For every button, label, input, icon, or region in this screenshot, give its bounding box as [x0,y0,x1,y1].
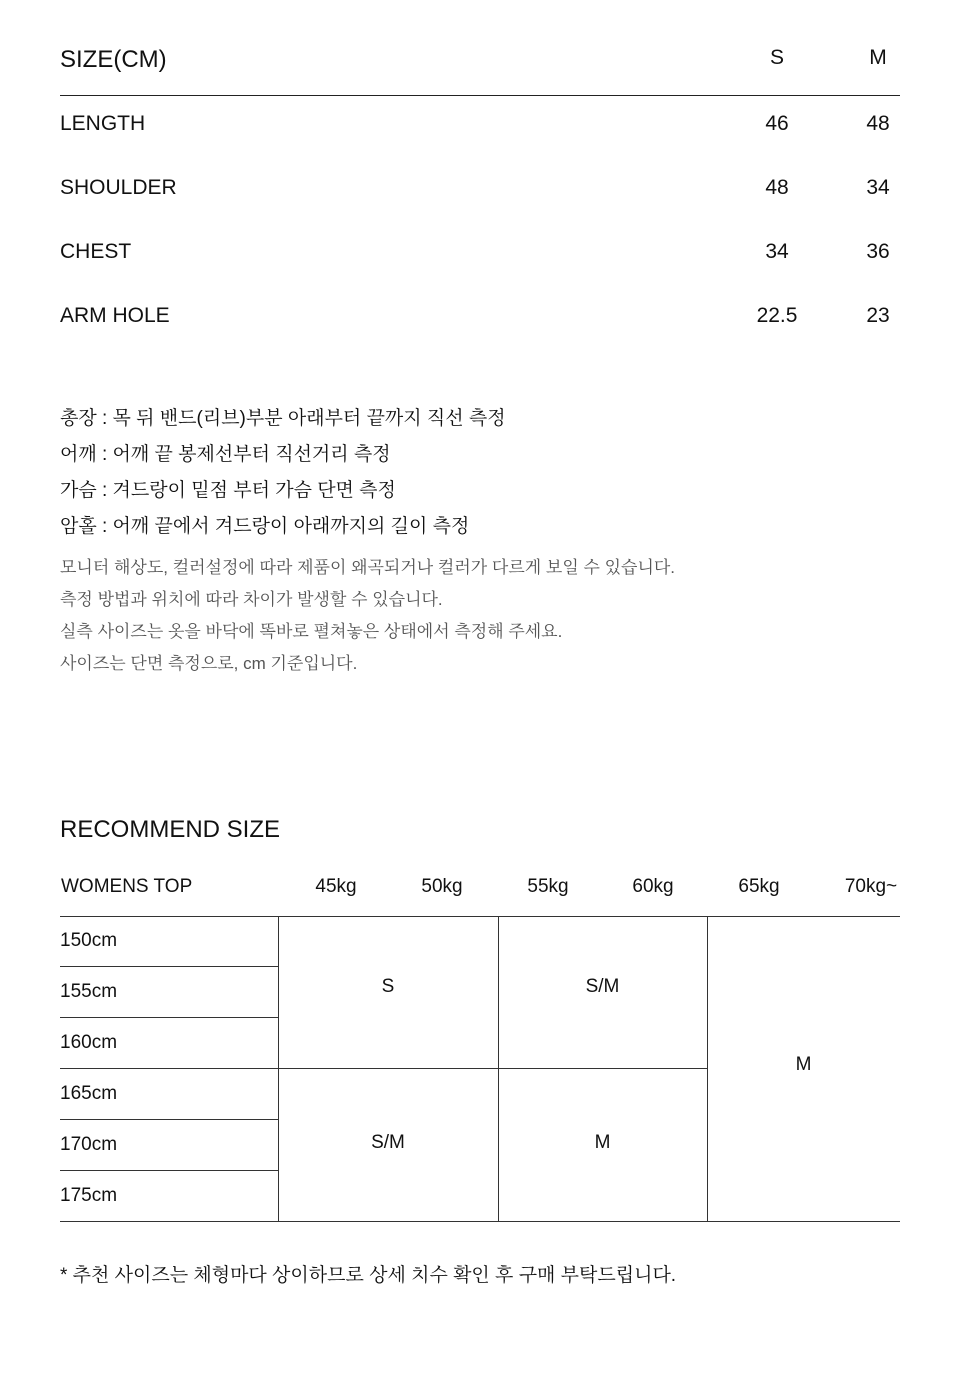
height-175: 175cm [60,1185,118,1206]
note-arm-hole: 암홀 : 어깨 끝에서 겨드랑이 아래까지의 길이 측정 [60,516,470,537]
header-divider [60,95,900,96]
value-m: 48 [866,112,890,135]
weight-45: 45kg [315,876,357,897]
disclaimer-unit: 사이즈는 단면 측정으로, cm 기준입니다. [60,654,358,673]
weight-50: 50kg [421,876,463,897]
grid-line [278,916,279,1222]
weight-65: 65kg [738,876,780,897]
height-170: 170cm [60,1134,118,1155]
value-m: 34 [866,176,890,199]
row-label-arm-hole: ARM HOLE [60,304,170,327]
column-header-s: S [769,46,784,69]
size-cell: S/M [585,976,620,997]
value-s: 22.5 [756,304,798,327]
size-cell: S [381,976,395,997]
value-m: 36 [866,240,890,263]
weight-60: 60kg [632,876,674,897]
value-s: 48 [765,176,789,199]
note-length: 총장 : 목 뒤 밴드(리브)부분 아래부터 끝까지 직선 측정 [60,408,506,429]
row-label-shoulder: SHOULDER [60,176,177,199]
value-s: 34 [765,240,789,263]
disclaimer-monitor: 모니터 해상도, 컬러설정에 따라 제품이 왜곡되거나 컬러가 다르게 보일 수 있습니다. [60,558,676,577]
grid-line [60,1068,707,1069]
height-160: 160cm [60,1032,118,1053]
disclaimer-flat: 실측 사이즈는 옷을 바닥에 똑바로 펼쳐놓은 상태에서 측정해 주세요. [60,622,563,641]
recommend-footnote: * 추천 사이즈는 체형마다 상이하므로 상세 치수 확인 후 구매 부탁드립니다. [60,1265,677,1286]
size-cell: S/M [371,1132,405,1153]
size-cell: M [594,1132,611,1153]
grid-line [498,916,499,1222]
grid-line [60,1119,278,1120]
weight-70-plus: 70kg~ [844,876,898,897]
recommend-title: RECOMMEND SIZE [60,816,281,843]
row-label-length: LENGTH [60,112,146,135]
grid-line [60,1017,278,1018]
recommend-grid [60,916,900,1222]
height-150: 150cm [60,930,118,951]
column-header-m: M [869,46,887,69]
value-s: 46 [765,112,789,135]
row-label-chest: CHEST [60,240,132,263]
height-155: 155cm [60,981,118,1002]
value-m: 23 [866,304,890,327]
grid-line [60,1170,278,1171]
disclaimer-method: 측정 방법과 위치에 따라 차이가 발생할 수 있습니다. [60,590,443,609]
row-header: WOMENS TOP [61,876,193,897]
grid-line [60,966,278,967]
height-165: 165cm [60,1083,118,1104]
note-chest: 가슴 : 겨드랑이 밑점 부터 가슴 단면 측정 [60,480,396,501]
weight-55: 55kg [527,876,569,897]
note-shoulder: 어깨 : 어깨 끝 봉제선부터 직선거리 측정 [60,444,391,465]
grid-top-line [60,916,900,917]
size-chart-title: SIZE(CM) [60,46,167,73]
size-cell: M [795,1054,812,1075]
grid-bottom-line [60,1221,900,1222]
